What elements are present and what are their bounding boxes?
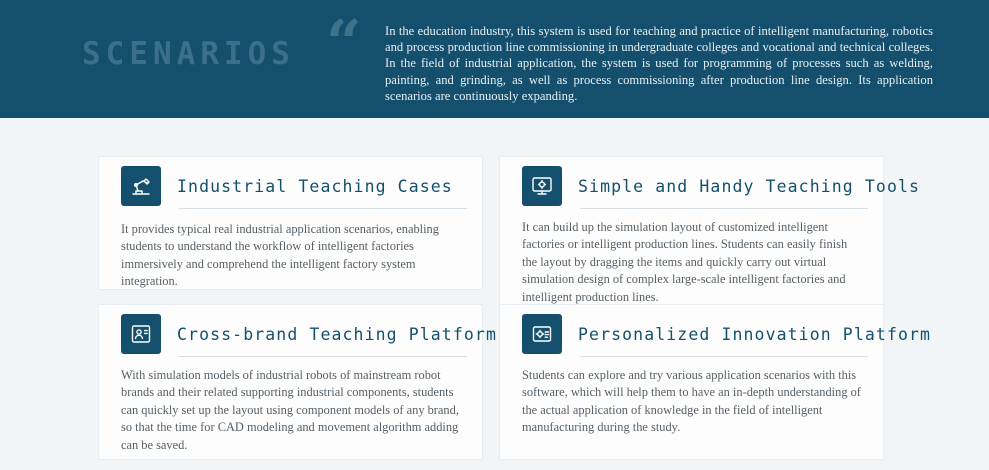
card-header: [99, 305, 497, 363]
scenario-card[interactable]: [499, 156, 921, 312]
title-underline: [179, 356, 467, 357]
card-description: It provides typical real industrial application scenarios, enabling students to understand the workflow of intelligent factories immersively and comprehend the intelligent factory system integration.: [121, 222, 439, 289]
page-header: [0, 0, 989, 118]
scenario-card[interactable]: [98, 156, 483, 290]
card-title: Simple and Handy Teaching Tools: [578, 176, 921, 196]
card-header: [500, 305, 932, 363]
scenario-card[interactable]: [98, 304, 497, 460]
monitor-settings-icon: [522, 166, 562, 206]
quote-mark-icon: “: [326, 6, 358, 79]
header-description: In the education industry, this system is used for teaching and practice of intelligent manufacturing, robotics and process production line commissioning in undergraduate colleges and vocational and technical colleges. In the field of industrial application, the system is used for programming of processes such as welding, painting, and grinding, as well as process commissioning after production line design. Its application scenarios are continuously expanding.: [385, 24, 933, 103]
card-title: Cross-brand Teaching Platform: [177, 324, 497, 344]
card-description: It can build up the simulation layout of customized intelligent factories or intelligent production lines. Students can easily finish the layout by dragging the items and quickly carry out virtual simulation design of complex large-scale intelligent factories and intelligent production lines.: [522, 220, 848, 304]
card-description: Students can explore and try various application scenarios with this software, which will help them to have an in-depth understanding of the actual application of knowledge in the field of intelligent manufacturing during the study.: [522, 368, 861, 435]
node-settings-icon: [522, 314, 562, 354]
card-title: Personalized Innovation Platform: [578, 324, 932, 344]
cards-grid: [0, 118, 989, 470]
title-underline: [179, 208, 467, 209]
card-title: Industrial Teaching Cases: [177, 176, 453, 196]
card-header: [99, 157, 482, 215]
robot-arm-icon: [121, 166, 161, 206]
scenario-card[interactable]: [499, 304, 932, 460]
user-card-icon: [121, 314, 161, 354]
title-underline: [580, 208, 868, 209]
card-description: With simulation models of industrial robots of mainstream robot brands and their related supporting industrial components, students can quickly set up the layout using component models of any brand, so that the time for CAD modeling and movement algorithm adding can be saved.: [121, 368, 459, 452]
title-underline: [580, 356, 868, 357]
page-title: SCENARIOS: [82, 36, 295, 72]
card-header: [500, 157, 921, 215]
